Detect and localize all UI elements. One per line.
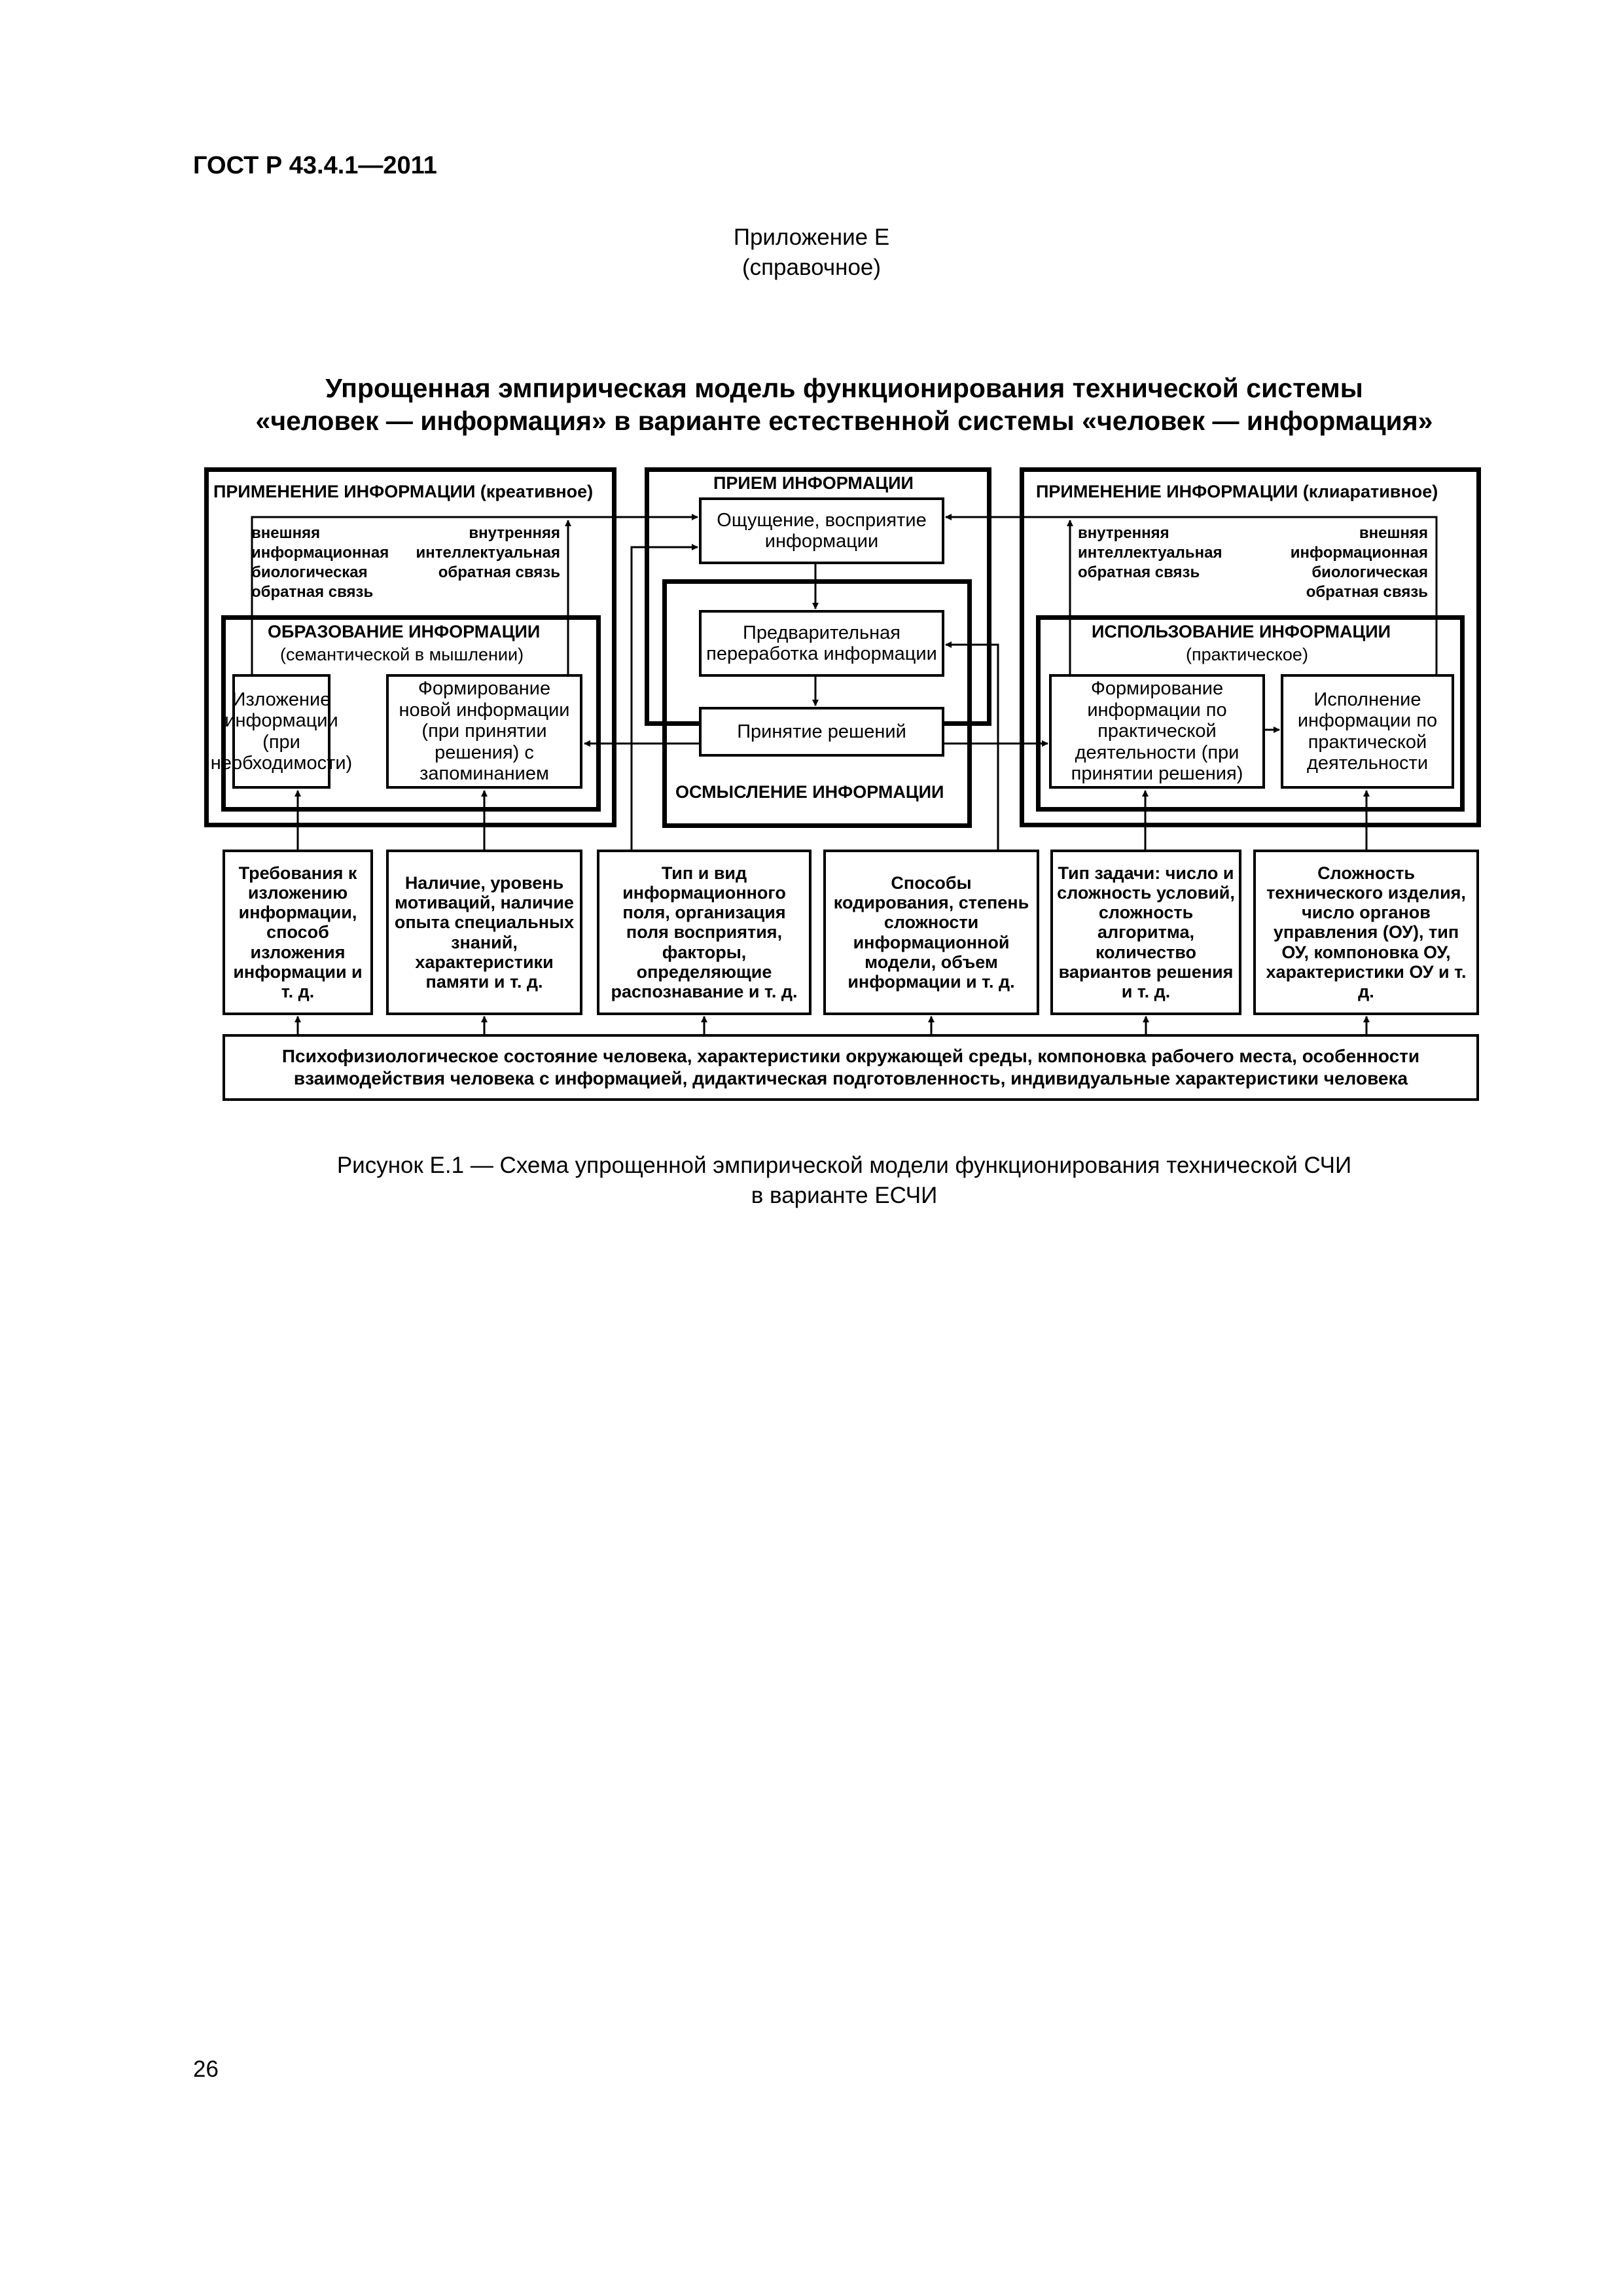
arrow-right-external-feedback <box>946 517 1436 674</box>
factor-box-2: Наличие, уровень мотиваций, наличие опыта специальных знаний, характеристики памяти и т. д. <box>386 850 582 1015</box>
factor-box-3: Тип и вид информационного поля, организация поля восприятия, факторы, определяющие распознавание и т. д. <box>597 850 812 1015</box>
factor-box-1: Требования к изложению информации, способ изложения информации и т. д. <box>223 850 373 1015</box>
factor-box-6: Сложность технического изделия, число органов управления (ОУ), тип ОУ, компоновка ОУ, характеристики ОУ и т. д. <box>1253 850 1479 1015</box>
practical-forming-box: Формирование информации по практической деятельности (при принятии решения) <box>1049 674 1265 789</box>
factor-box-4: Способы кодирования, степень сложности информационной модели, объем информации и т. д. <box>823 850 1039 1015</box>
decision-box: Принятие решений <box>699 707 944 757</box>
figure-title-line-1: Упрощенная эмпирическая модель функционирования технической системы <box>325 373 1363 403</box>
right-feedback-internal: внутренняя интеллектуальная обратная связь <box>1078 524 1222 581</box>
page-number: 26 <box>193 2056 219 2082</box>
human-factors-box: Психофизиологическое состояние человека, характеристики окружающей среды, компоновка рабочего места, особенности взаимодействия человека с информацией, дидактическая подготовленность, индивидуальные характеристики человека <box>223 1034 1479 1101</box>
left-inner-subtitle: (семантической в мышлении) <box>280 645 524 664</box>
comprehension-panel-title: ОСМЫСЛЕНИЕ ИНФОРМАЦИИ <box>675 782 944 802</box>
exposition-box: Изложение информации (при необходимости) <box>232 674 330 789</box>
left-feedback-external: внешняя информационная биологическая обратная связь <box>251 524 389 601</box>
left-inner-title: ОБРАЗОВАНИЕ ИНФОРМАЦИИ <box>268 622 541 641</box>
execution-box: Исполнение информации по практической деятельности <box>1281 674 1454 789</box>
appendix-note: (справочное) <box>741 255 882 280</box>
preprocessing-box: Предварительная переработка информации <box>699 610 944 677</box>
left-feedback-internal: внутренняя интеллектуальная обратная связь <box>416 524 560 581</box>
right-feedback-external: внешняя информационная биологическая обратная связь <box>1290 524 1428 601</box>
figure-caption-line-1: Рисунок Е.1 — Схема упрощенной эмпирической модели функционирования технической СЧИ <box>336 1153 1352 1178</box>
perception-box: Ощущение, восприятие информации <box>699 497 944 564</box>
new-information-box: Формирование новой информации (при принятии решения) с запоминанием <box>386 674 582 789</box>
factor-box-5: Тип задачи: число и сложность условий, сложность алгоритма, количество вариантов решения и т. д. <box>1050 850 1241 1015</box>
figure-title-line-2: «человек — информация» в варианте естественной системы «человек — информация» <box>255 406 1433 436</box>
right-inner-subtitle: (практическое) <box>1186 645 1308 664</box>
arrow-factor4-to-preprocessing <box>946 645 998 850</box>
right-panel-title: ПРИМЕНЕНИЕ ИНФОРМАЦИИ (клиаративное) <box>1036 482 1438 501</box>
document-standard-number: ГОСТ Р 43.4.1—2011 <box>193 152 437 179</box>
appendix-title: Приложение Е <box>733 224 890 250</box>
reception-panel-title: ПРИЕМ ИНФОРМАЦИИ <box>713 473 914 493</box>
arrow-factor3-to-perception <box>632 547 698 850</box>
left-panel-title: ПРИМЕНЕНИЕ ИНФОРМАЦИИ (креативное) <box>213 482 594 501</box>
right-inner-title: ИСПОЛЬЗОВАНИЕ ИНФОРМАЦИИ <box>1092 622 1391 641</box>
figure-caption-line-2: в варианте ЕСЧИ <box>751 1183 938 1208</box>
